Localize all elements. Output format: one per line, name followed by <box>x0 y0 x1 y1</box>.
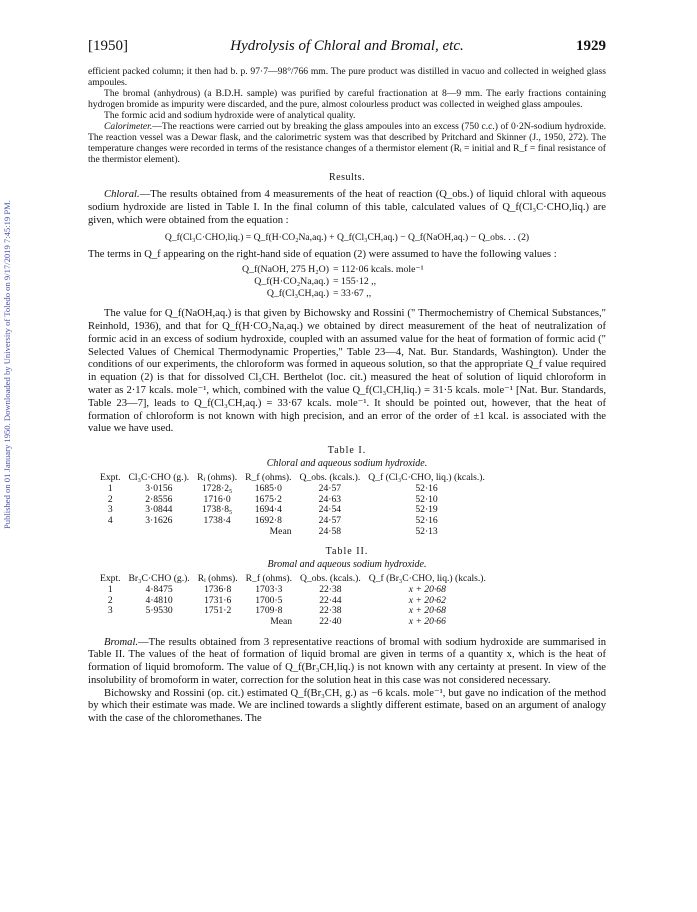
table-cell: 1700·5 <box>255 594 283 606</box>
table-cell: x + 20·68 <box>408 605 446 617</box>
table-header-cell: Cl₃C·CHO (g.). <box>128 472 190 484</box>
final-paragraph: Bichowsky and Rossini (op. cit.) estimated Q_f(Br₃CH, g.) as −6 kcals. mole⁻¹, but gave no indication of the method by which their estimate was made. We are inclined towards a slightly different estimate, based on an argument of analogy with the case of the chloromethanes. The <box>88 687 606 725</box>
calorimeter-heading: Calorimeter. <box>104 121 153 132</box>
table-cell: 24·57 <box>318 514 342 526</box>
table-cell: 1731·6 <box>204 594 232 606</box>
table-cell: 4·8475 <box>145 584 173 596</box>
table-header-cell: Q_obs. (kcals.). <box>300 573 361 585</box>
value-row <box>88 264 606 276</box>
table-cell: 24·54 <box>318 504 342 516</box>
table-cell: 1694·4 <box>254 504 282 516</box>
table-cell: 1703·3 <box>255 584 283 596</box>
table-cell: 3 <box>107 605 113 617</box>
table-cell: x + 20·68 <box>408 584 446 596</box>
table-cell: 1736·8 <box>204 584 232 596</box>
table-cell: 52·10 <box>415 493 438 505</box>
value-term: Q_f(H·CO₂Na,aq.) <box>254 276 329 288</box>
table1 <box>96 472 489 537</box>
intro-paragraph-2: The bromal (anhydrous) (a B.D.H. sample) was purified by careful fractionation at 8—9 mm. The early fractions containing hydrogen bromide as impurity were discarded, and the pure, almost colourless product was collected in weighed glass ampoules. <box>88 88 606 110</box>
table-cell: 24·57 <box>318 483 342 495</box>
table2 <box>96 573 490 627</box>
value-row <box>88 288 606 300</box>
terms-paragraph: The terms in Q_f appearing on the right-hand side of equation (2) were assumed to have the following values : <box>88 249 557 261</box>
chloral-heading: Chloral. <box>104 189 140 200</box>
table-cell: 3 <box>107 504 113 516</box>
table-header-cell: Expt. <box>100 472 121 484</box>
table-cell: 2·8556 <box>145 493 173 505</box>
table-mean-row <box>96 527 489 538</box>
table-header-cell: Rᵢ (ohms). <box>197 573 238 585</box>
table-header-cell: R_f (ohms). <box>245 472 292 484</box>
table-cell: 2 <box>107 493 113 505</box>
table-cell: 3·0156 <box>145 483 173 495</box>
page-number: 1929 <box>576 38 606 54</box>
mean-q-f: x + 20·66 <box>408 615 446 627</box>
value-term: Q_f(NaOH, 275 H₂O) <box>242 264 329 276</box>
table-cell: 52·16 <box>415 483 438 495</box>
mean-q-obs: 24·58 <box>318 525 342 537</box>
table-header-cell: Br₃C·CHO (g.). <box>128 573 190 585</box>
table-header-cell: Q_obs. (kcals.). <box>299 472 361 484</box>
table-cell: 4 <box>107 514 113 526</box>
table-cell: 1751·2 <box>204 605 232 617</box>
table-cell: 1692·8 <box>254 514 282 526</box>
mean-q-f: 52·13 <box>415 525 438 537</box>
table-row <box>96 516 489 527</box>
table1-label: Table I. <box>327 445 367 457</box>
assumed-values <box>88 264 606 300</box>
table-cell: 5·9530 <box>145 605 173 617</box>
running-title: Hydrolysis of Chloral and Bromal, etc. <box>230 38 464 54</box>
results-heading: Results. <box>329 172 365 183</box>
table-header-cell: Q_f (Cl₃C·CHO, liq.) (kcals.). <box>368 472 485 484</box>
table-cell: 1716·0 <box>203 493 231 505</box>
table-cell: 1 <box>107 584 113 596</box>
table1-caption: Chloral and aqueous sodium hydroxide. <box>266 458 428 470</box>
bromal-paragraph <box>88 637 606 688</box>
value-amount: = 33·67 ,, <box>333 288 372 300</box>
table-cell: 3·0844 <box>145 504 173 516</box>
table-cell: 52·16 <box>415 514 438 526</box>
mean-q-obs: 22·40 <box>319 615 342 627</box>
value-row <box>88 276 606 288</box>
table-cell: 3·1626 <box>145 514 173 526</box>
value-term: Q_f(Cl₃CH,aq.) <box>266 288 329 300</box>
table2-caption: Bromal and aqueous sodium hydroxide. <box>267 559 427 571</box>
page-header <box>88 38 606 58</box>
table-cell: 22·38 <box>319 584 342 596</box>
table-cell: 24·63 <box>318 493 342 505</box>
equation-2 <box>88 232 606 243</box>
equation-text: Q_f(Cl₃C·CHO,liq.) = Q_f(H·CO₂Na,aq.) + Q_f(Cl₃CH,aq.) − Q_f(NaOH,aq.) − Q_obs. <box>164 232 506 244</box>
table-cell: 4·4810 <box>145 594 173 606</box>
mean-label: Mean <box>269 525 292 537</box>
table-cell: 52·19 <box>415 504 438 516</box>
value-amount: = 112·06 kcals. mole⁻¹ <box>333 264 424 276</box>
table-mean-row <box>96 617 490 628</box>
journal-year: [1950] <box>88 38 128 54</box>
table-cell: 1738·4 <box>203 514 231 526</box>
table-header-cell: Expt. <box>100 573 121 585</box>
equation-number: . . (2) <box>508 232 530 244</box>
table-header-cell: Rᵢ (ohms). <box>197 472 238 484</box>
bromal-heading: Bromal. <box>104 636 139 648</box>
intro-paragraph-1: efficient packed column; it then had b. p. 97·7—98°/766 mm. The pure product was distilled in vacuo and collected in weighed glass ampoules. <box>88 66 606 88</box>
mean-label: Mean <box>270 615 293 627</box>
table-header-cell: R_f (ohms). <box>245 573 293 585</box>
table-cell: 1728·2₅ <box>201 483 233 495</box>
table2-label: Table II. <box>325 546 369 558</box>
discussion-paragraph: The value for Q_f(NaOH,aq.) is that given by Bichowsky and Rossini (" Thermochemistry of Chemical Substances," Reinhold, 1936), and that for Q_f(H·CO₂Na,aq.) we obtained by direct measurement of the heat of neutralization of formic acid in an excess of sodium hydroxide, coupled with an assumed value for the heat of formation of formic acid (" Selected Values of Chemical Thermodynamic Properties," Table 23—4, Nat. Bur. Standards, Washington). Under the conditions of our experiments, the chloroform was formed in aqueous solution, so that the appropriate Q_f value required in equation (2) is that for dissolved Cl₃CH. Berthelot (loc. cit.) measured the heat of solution of liquid chloroform in water as 2·17 kcals. mole⁻¹, which, combined with the value Q_f(Cl₃CH,liq.) = 31·5 kcals. mole⁻¹ [Nat. Bur. Standards, Table 23—7], leads to Q_f(Cl₃CH,aq.) = 33·67 kcals. mole⁻¹. It should be pointed out, however, that the heat of formation of chloroform is not known with high precision, and an error of the order of ±1 kcal. is associated with the value we have used. <box>88 308 606 435</box>
article-body <box>88 66 606 726</box>
table-cell: 22·44 <box>319 594 342 606</box>
table-cell: 1709·8 <box>255 605 283 617</box>
chloral-text: —The results obtained from 4 measurements of the heat of reaction (Q_obs.) of liquid chloral with aqueous sodium hydroxide are listed in Table I. In the final column of this table, calculated values of Q_f(Cl₃C·CHO,liq.) are given, which were obtained from the equation : <box>88 189 606 226</box>
bromal-text: —The results obtained from 3 representative reactions of bromal with sodium hydroxide are summarised in Table II. The values of the heat of formation of liquid bromal are given in terms of a quantity x, which is the heat of formation of liquid bromoform. The value of Q_f(Br₃CH,liq.) is not known with any certainty at present. In view of the insolubility of bromoform in water, correction for the solution heat in this case was not considered necessary. <box>88 636 606 686</box>
table-cell: 1 <box>107 483 113 495</box>
calorimeter-paragraph <box>88 121 606 165</box>
table-cell: 22·38 <box>319 605 342 617</box>
download-watermark: Published on 01 January 1950. Downloaded by University of Toledo on 9/17/2019 7:45:19 PM. <box>2 200 12 530</box>
intro-paragraph-3: The formic acid and sodium hydroxide were of analytical quality. <box>104 110 356 121</box>
calorimeter-text: —The reactions were carried out by breaking the glass ampoules into an excess (750 c.c.) of 0·2N-sodium hydroxide. The reaction vessel was a Dewar flask, and the calorimetric system was that described by Pritchard and Skinner (J., 1950, 272). The temperature changes were recorded in terms of the resistance changes of a thermistor element (Rᵢ = initial and R_f = final resistance of the thermistor element). <box>88 121 606 165</box>
table-cell: 1738·8₅ <box>201 504 233 516</box>
chloral-paragraph <box>88 189 606 227</box>
table-cell: x + 20·62 <box>408 594 446 606</box>
value-amount: = 155·12 ,, <box>333 276 377 288</box>
table-header-cell: Q_f (Br₃C·CHO, liq.) (kcals.). <box>368 573 486 585</box>
table-cell: 1675·2 <box>254 493 282 505</box>
table-cell: 1685·0 <box>254 483 282 495</box>
table-cell: 2 <box>107 594 113 606</box>
